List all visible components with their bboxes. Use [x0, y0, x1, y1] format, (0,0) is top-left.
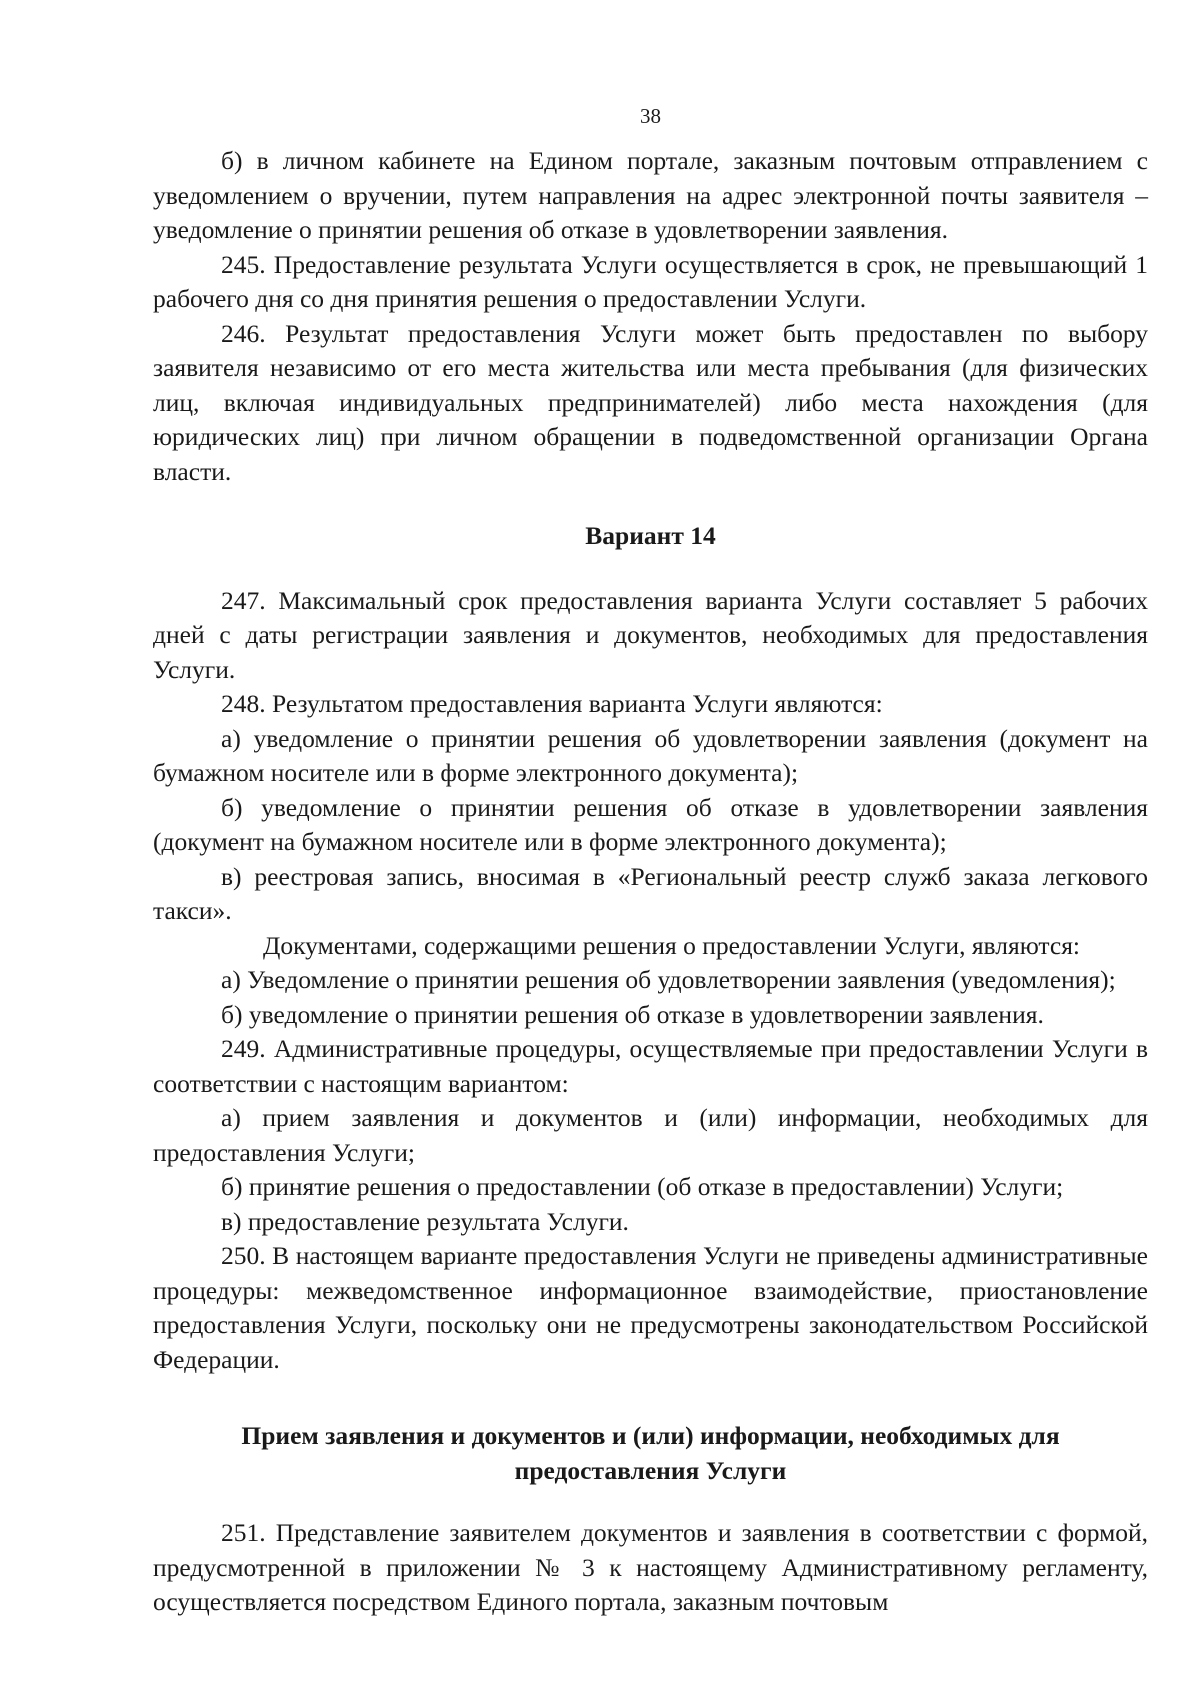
paragraph-248: 248. Результатом предоставления варианта Услуги являются: [221, 689, 883, 718]
paragraph: Документами, содержащими решения о предоставлении Услуги, являются: [263, 930, 1081, 960]
list-item: б) уведомление о принятии решения об отказе в удовлетворении заявления (документ на бумажном носителе или в форме электронного документа); [153, 792, 1148, 856]
list-item: б) принятие решения о предоставлении (об отказе в предоставлении) Услуги; [221, 1172, 1064, 1201]
list-item: в) предоставление результата Услуги. [221, 1206, 629, 1236]
paragraph-250: 250. В настоящем варианте предоставления Услуги не приведены административные процедуры: межведомственное информационное взаимодействие, приостановление предоставления Услуги, поскольку они не предусмотрены законодательством Российской Федерации. [153, 1241, 1148, 1374]
list-item: а) Уведомление о принятии решения об удовлетворении заявления (уведомления); [221, 965, 1116, 994]
list-item: б) уведомление о принятии решения об отказе в удовлетворении заявления. [221, 999, 1044, 1029]
list-item: в) реестровая запись, вносимая в «Региональный реестр служб заказа легкового такси». [153, 861, 1148, 925]
variant-heading: Вариант 14 [585, 521, 716, 550]
paragraph-245: 245. Предоставление результата Услуги осуществляется в срок, не превышающий 1 рабочего дня со дня принятия решения о предоставлении Услуги. [153, 249, 1148, 313]
list-item: а) прием заявления и документов и (или) информации, необходимых для предоставления Услуги; [153, 1103, 1148, 1167]
paragraph-247: 247. Максимальный срок предоставления варианта Услуги составляет 5 рабочих дней с даты регистрации заявления и документов, необходимых для предоставления Услуги. [153, 585, 1148, 684]
section-heading: Прием заявления и документов и (или) информации, необходимых для предоставления Услуги [241, 1421, 1060, 1485]
paragraph-249: 249. Административные процедуры, осуществляемые при предоставлении Услуги в соответствии с настоящим вариантом: [153, 1034, 1148, 1098]
document-body [153, 144, 1148, 1620]
list-item: а) уведомление о принятии решения об удовлетворении заявления (документ на бумажном носителе или в форме электронного документа); [153, 723, 1148, 787]
paragraph-251: 251. Представление заявителем документов и заявления в соответствии с формой, предусмотренной в приложении № 3 к настоящему Административному регламенту, осуществляется посредством Единого портала, заказным почтовым [153, 1518, 1148, 1616]
page-number: 38 [640, 104, 661, 128]
paragraph-246: 246. Результат предоставления Услуги может быть предоставлен по выбору заявителя независимо от его места жительства или места пребывания (для физических лиц, включая индивидуальных предпринимателей) либо места нахождения (для юридических лиц) при личном обращении в подведомственной организации Органа власти. [153, 318, 1148, 486]
paragraph: б) в личном кабинете на Едином портале, заказным почтовым отправлением с уведомлением о вручении, путем направления на адрес электронной почты заявителя – уведомление о принятии решения об отказе в удовлетворении заявления. [153, 146, 1148, 244]
